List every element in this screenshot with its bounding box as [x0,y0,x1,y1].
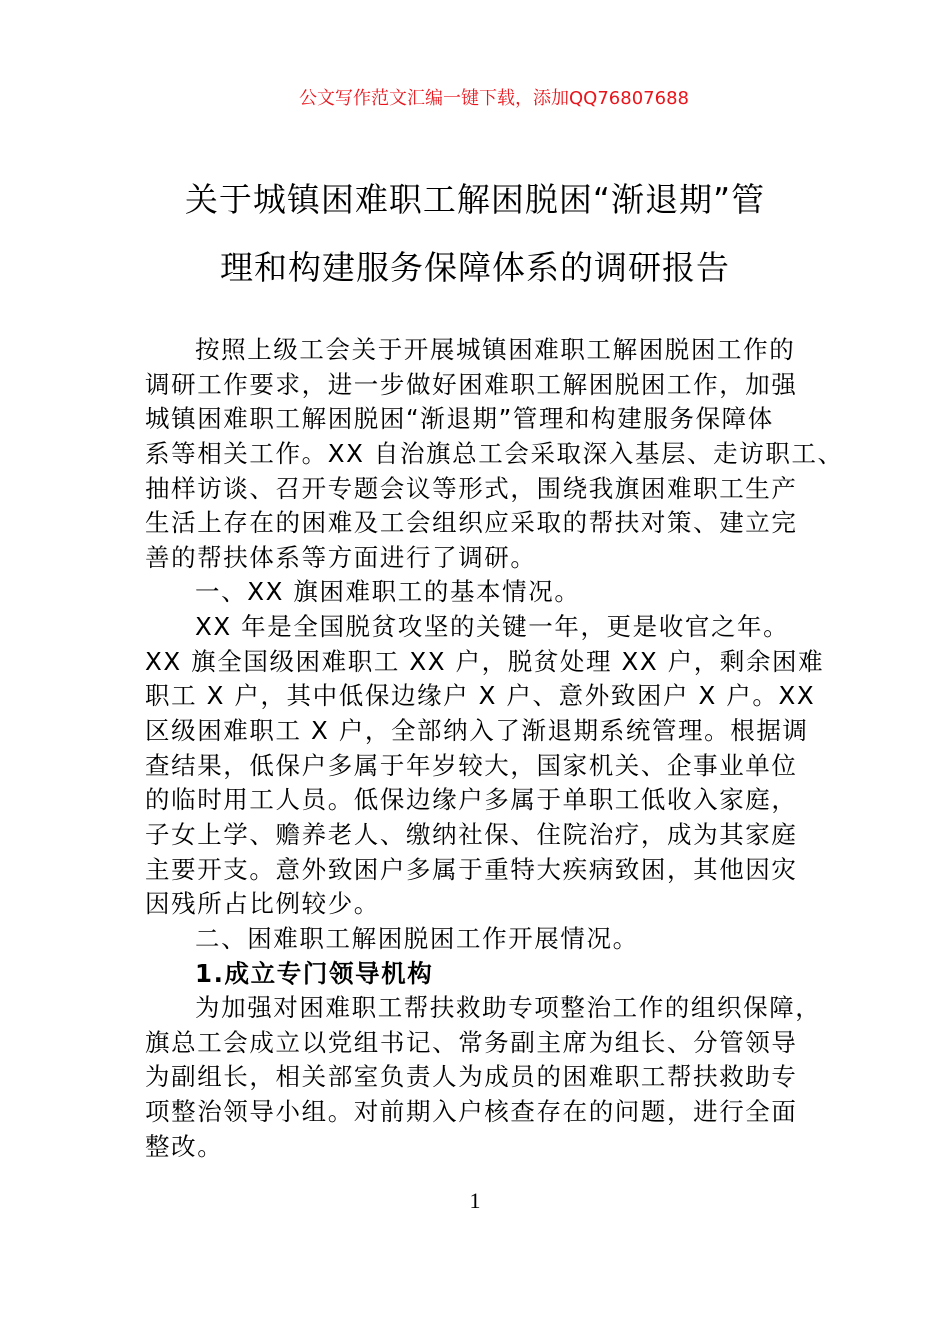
body-text-line: 子女上学、赡养老人、缴纳社保、住院治疗，成为其家庭 [145,819,798,849]
body-text-line: 一、XX 旗困难职工的基本情况。 [195,577,581,607]
page-number: 1 [469,1188,481,1213]
section-heading: 1.成立专门领导机构 [195,958,434,988]
body-text-line: 为加强对困难职工帮扶救助专项整治工作的组织保障， [195,993,822,1023]
body-text-line: 生活上存在的困难及工会组织应采取的帮扶对策、建立完 [145,508,798,538]
body-text-line: 善的帮扶体系等方面进行了调研。 [145,542,537,572]
document-title-line-1: 关于城镇困难职工解困脱困“渐退期”管 [184,180,766,219]
download-banner: 公文写作范文汇编一键下载，添加QQ76807688 [299,88,689,109]
body-text-line: 旗总工会成立以党组书记、常务副主席为组长、分管领导 [145,1027,798,1057]
body-text-line: 城镇困难职工解困脱困“渐退期”管理和构建服务保障体 [145,404,774,434]
body-text-line: 为副组长，相关部室负责人为成员的困难职工帮扶救助专 [145,1062,798,1092]
body-text-line: 按照上级工会关于开展城镇困难职工解困脱困工作的 [195,335,796,364]
body-text-line: XX 年是全国脱贫攻坚的关键一年，更是收官之年。 [195,612,790,642]
body-text-line: 的临时用工人员。低保边缘户多属于单职工低收入家庭， [145,785,798,815]
body-text-line: 二、困难职工解困脱困工作开展情况。 [195,923,639,953]
body-text-line: 抽样访谈、召开专题会议等形式，围绕我旗困难职工生产 [145,473,798,503]
body-text-line: 区级困难职工 X 户，全部纳入了渐退期系统管理。根据调 [145,716,809,746]
body-text-line: 整改。 [145,1131,224,1161]
body-text-line: 主要开支。意外致困户多属于重特大疾病致困，其他因灾 [145,854,798,884]
document-body [145,333,845,1164]
body-text-line: 查结果，低保户多属于年岁较大，国家机关、企事业单位 [145,750,798,780]
document-title-line-2: 理和构建服务保障体系的调研报告 [220,248,730,287]
body-text-line: XX 旗全国级困难职工 XX 户，脱贫处理 XX 户，剩余困难 [145,646,825,676]
body-text-line: 因残所占比例较少。 [145,889,380,919]
body-text-line: 职工 X 户，其中低保边缘户 X 户、意外致困户 X 户。XX [145,681,816,711]
body-text-line: 项整治领导小组。对前期入户核查存在的问题，进行全面 [145,1097,798,1127]
body-text-line: 系等相关工作。XX 自治旗总工会采取深入基层、走访职工、 [145,438,844,468]
body-text-line: 调研工作要求，进一步做好困难职工解困脱困工作，加强 [145,369,798,399]
